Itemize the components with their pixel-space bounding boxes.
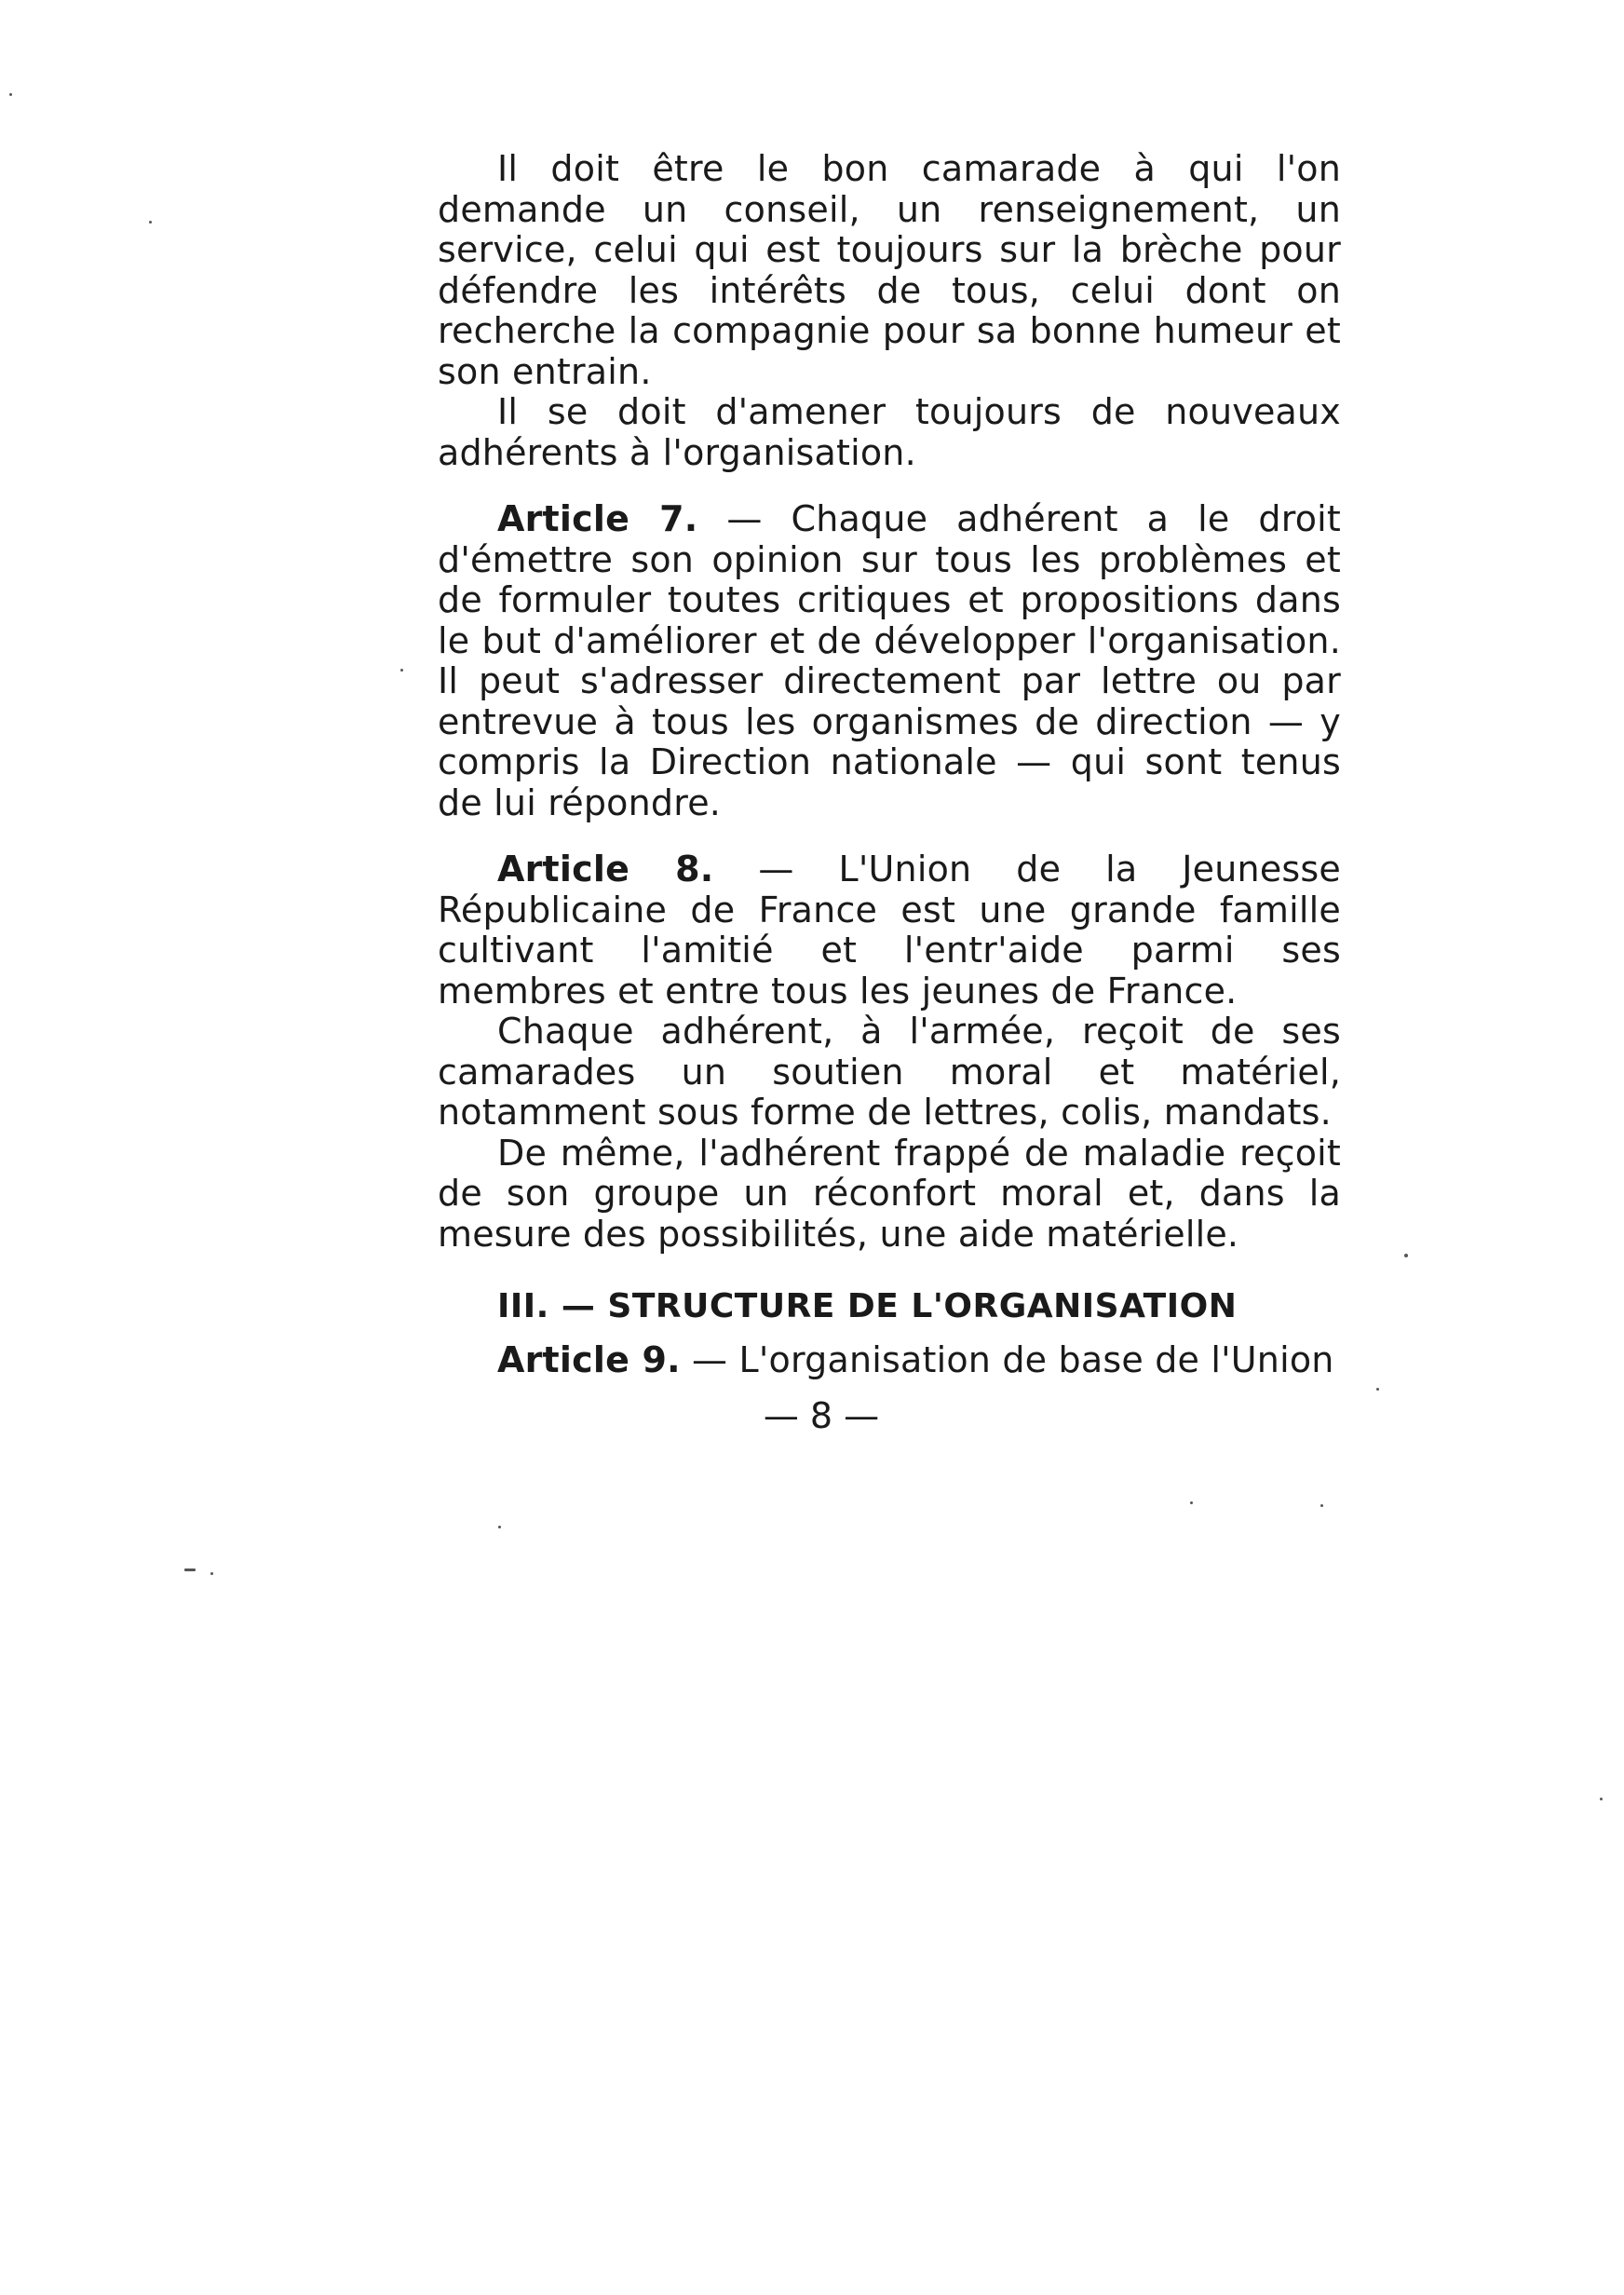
section-heading: III. — STRUCTURE DE L'ORGANISATION (497, 1287, 1238, 1325)
paragraph-illness (438, 1134, 1341, 1256)
paragraph-2 (438, 392, 1341, 473)
article-9-label: Article 9. (497, 1339, 681, 1380)
article-7-text: — Chaque adhérent a le droit d'émettre son opinion sur tous les problèmes et de formuler toutes critiques et propositions dans le but d'améliorer et de développer l'organisation. Il peut s'adresser directement par lettre ou par entrevue à tous les organismes de direction — y compris la Direction nationale — qui sont tenus de lui répondre. (438, 498, 1341, 823)
article-8-text: — L'Union de la Jeunesse Républicaine de France est une grande famille cultivant l'amitié et l'entr'aide parmi ses membres et entre tous les jeunes de France. (438, 849, 1341, 1012)
paragraph-1-text: Il doit être le bon camarade à qui l'on demande un conseil, un renseignement, un service, celui qui est toujours sur la brèche pour défendre les intérêts de tous, celui dont on recherche la compagnie pour sa bonne humeur et son entrain. (438, 148, 1341, 392)
document-body (438, 149, 1341, 1381)
paragraph-army (438, 1012, 1341, 1134)
paragraph-illness-text: De même, l'adhérent frappé de maladie reçoit de son groupe un réconfort moral et, dans la mesure des possibilités, une aide matérielle. (438, 1132, 1341, 1255)
article-7-label: Article 7. (497, 498, 698, 539)
article-9 (438, 1340, 1341, 1381)
article-8 (438, 849, 1341, 1012)
article-8-label: Article 8. (497, 849, 714, 889)
paragraph-2-text: Il se doit d'amener toujours de nouveaux adhérents à l'organisation. (438, 391, 1341, 473)
article-7 (438, 499, 1341, 823)
article-9-text: — L'organisation de base de l'Union (680, 1339, 1334, 1380)
page-number: — 8 — (763, 1395, 880, 1436)
paragraph-1 (438, 149, 1341, 392)
paragraph-army-text: Chaque adhérent, à l'armée, reçoit de ses camarades un soutien moral et matériel, notamment sous forme de lettres, colis, mandats. (438, 1011, 1341, 1133)
